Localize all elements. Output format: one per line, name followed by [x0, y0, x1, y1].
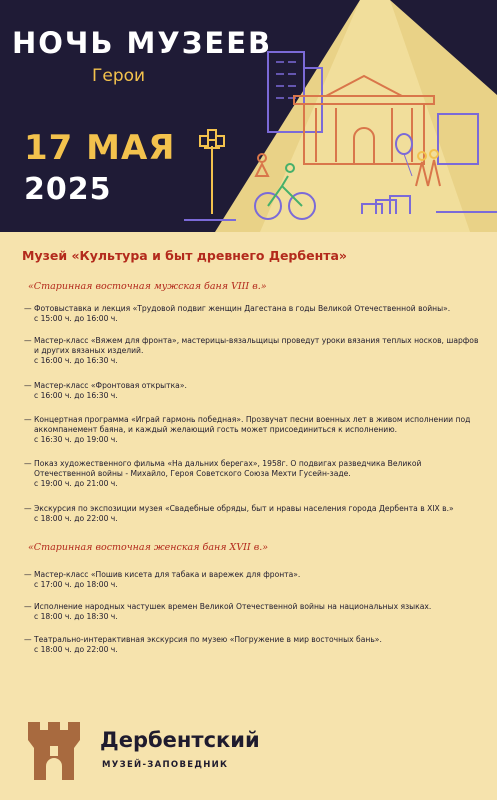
section-title-men-bath: «Старинная восточная мужская баня VIII в.»: [28, 281, 267, 292]
item-text: Мастер-класс «Пошив кисета для табака и варежек для фронта».: [34, 570, 301, 579]
bullet-dash: —: [24, 336, 32, 345]
list-item: [24, 504, 479, 524]
item-time: с 18:00 ч. до 22:00 ч.: [34, 514, 118, 523]
bullet-dash: —: [24, 570, 32, 579]
bullet-dash: —: [24, 415, 32, 424]
item-text: Фотовыставка и лекция «Трудовой подвиг женщин Дагестана в годы Великой Отечественной войны».: [34, 304, 451, 313]
list-item: [24, 570, 479, 590]
brand-subtitle: МУЗЕЙ-ЗАПОВЕДНИК: [102, 760, 229, 770]
bullet-dash: —: [24, 381, 32, 390]
event-date: 17 МАЯ: [24, 128, 176, 168]
brand-name: Дербентский: [100, 728, 260, 752]
city-skyline-illustration: [176, 36, 497, 232]
item-text: Мастер-класс «Фронтовая открытка».: [34, 381, 187, 390]
bullet-dash: —: [24, 459, 32, 468]
museum-title: Музей «Культура и быт древнего Дербента»: [22, 248, 347, 263]
list-item: [24, 336, 479, 366]
item-text: Театрально-интерактивная экскурсия по музею «Погружение в мир восточных бань».: [34, 635, 382, 644]
event-subtitle: Герои: [92, 66, 146, 86]
item-time: с 15:00 ч. до 16:00 ч.: [34, 314, 118, 323]
bullet-dash: —: [24, 304, 32, 313]
list-item: [24, 602, 479, 622]
item-text: Показ художественного фильма «На дальних берегах», 1958г. О подвигах разведчика Великой Отечественной войны - Михайло, Героя Советского Союза Мехти Гусейн-заде.: [34, 459, 422, 478]
item-text: Мастер-класс «Вяжем для фронта», мастерицы-вязальщицы проведут уроки вязания теплых носков, шарфов и других вязаных изделий.: [34, 336, 479, 355]
item-time: с 16:30 ч. до 19:00 ч.: [34, 435, 118, 444]
bullet-dash: —: [24, 504, 32, 513]
item-time: с 18:00 ч. до 18:30 ч.: [34, 612, 118, 621]
bullet-dash: —: [24, 635, 32, 644]
bullet-dash: —: [24, 602, 32, 611]
item-text: Концертная программа «Играй гармонь победная». Прозвучат песни военных лет в живом исполнении под аккомпанемент баяна, и каждый желающий гость может присоединиться к исполнению.: [34, 415, 471, 434]
header-banner: [0, 0, 497, 232]
list-item: [24, 635, 479, 655]
event-title: НОЧЬ МУЗЕЕВ: [12, 26, 273, 60]
item-time: с 19:00 ч. до 21:00 ч.: [34, 479, 118, 488]
item-time: с 16:00 ч. до 16:30 ч.: [34, 356, 118, 365]
list-item: [24, 304, 479, 324]
list-item: [24, 459, 479, 489]
list-item: [24, 415, 479, 445]
event-year: 2025: [24, 172, 112, 207]
item-text: Экскурсия по экспозиции музея «Свадебные обряды, быт и нравы населения города Дербента в XIX в.»: [34, 504, 454, 513]
item-time: с 16:00 ч. до 16:30 ч.: [34, 391, 118, 400]
item-time: с 18:00 ч. до 22:00 ч.: [34, 645, 118, 654]
list-item: [24, 381, 479, 401]
item-text: Исполнение народных частушек времен Великой Отечественной войны на национальных языках.: [34, 602, 432, 611]
fortress-tower-logo: [26, 718, 82, 786]
section-title-women-bath: «Старинная восточная женская баня XVII в.»: [28, 542, 269, 553]
item-time: с 17:00 ч. до 18:00 ч.: [34, 580, 118, 589]
